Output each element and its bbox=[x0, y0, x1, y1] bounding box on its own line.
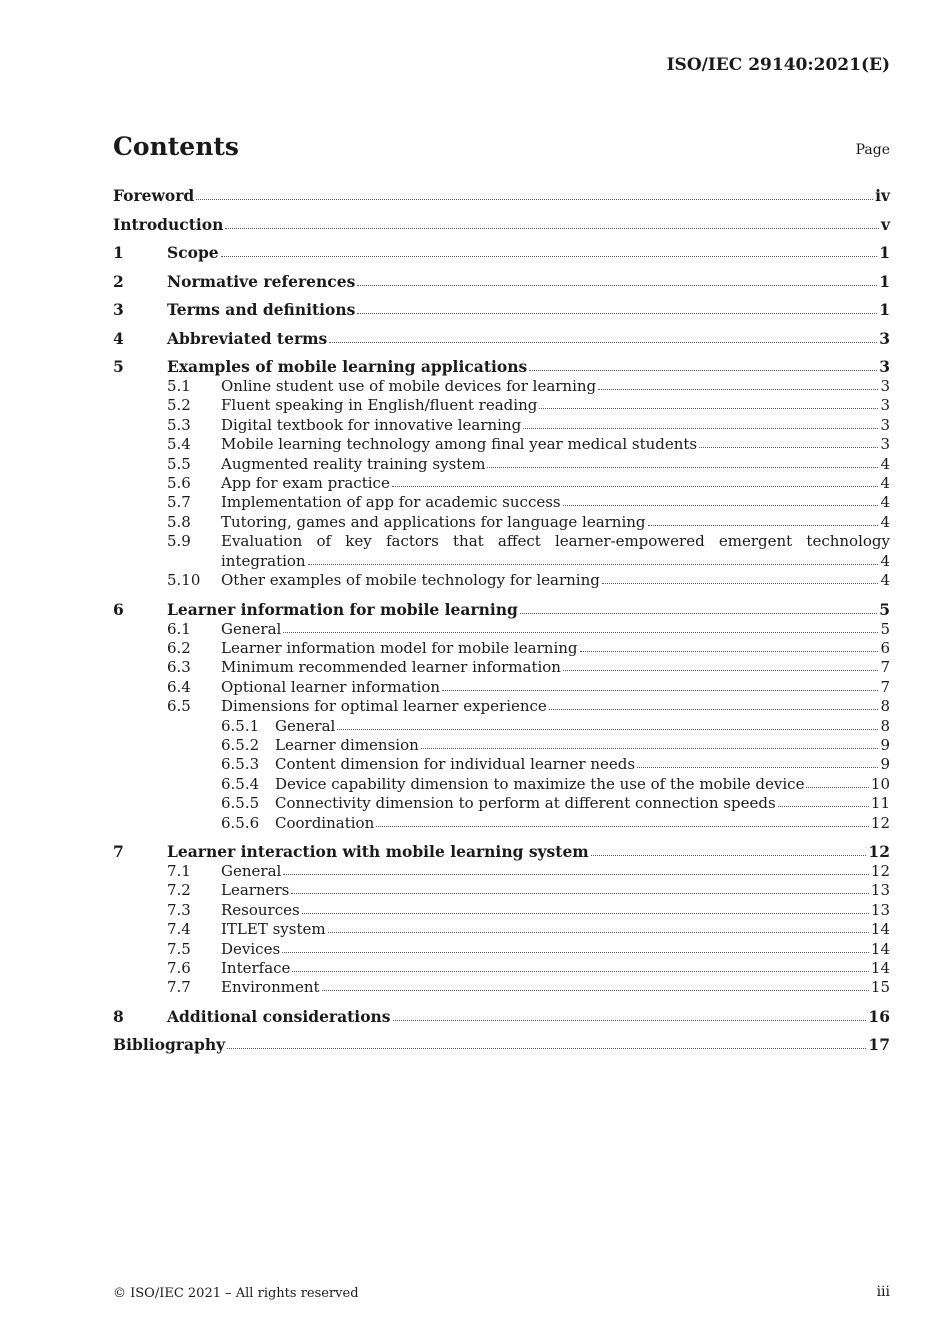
footer-page-number: iii bbox=[876, 1284, 890, 1300]
toc-leader-dots bbox=[357, 284, 877, 286]
toc-entry-page: 3 bbox=[880, 435, 890, 454]
toc-entry[interactable] bbox=[113, 300, 890, 319]
toc-leader-dots bbox=[292, 970, 868, 972]
toc-entry[interactable] bbox=[113, 396, 890, 414]
toc-entry-number: 6.4 bbox=[167, 677, 191, 696]
toc-entry[interactable] bbox=[113, 620, 890, 638]
toc-leader-dots bbox=[322, 989, 869, 991]
toc-entry-title: Normative references bbox=[167, 271, 356, 291]
toc-entry-title: Learner information model for mobile learning bbox=[221, 638, 578, 657]
toc-entry-title: Learner dimension bbox=[275, 735, 419, 754]
toc-entry-page: 4 bbox=[880, 474, 890, 492]
toc-entry-title: Learner information for mobile learning bbox=[167, 599, 518, 619]
toc-entry-page: 14 bbox=[870, 939, 890, 958]
toc-entry-page: 14 bbox=[870, 920, 890, 939]
toc-leader-dots bbox=[302, 912, 869, 914]
toc-entry-title: Scope bbox=[167, 243, 219, 262]
toc-entry[interactable] bbox=[113, 814, 890, 832]
toc-entry-number: 6.5.2 bbox=[221, 735, 260, 754]
toc-entry-number: 6.5.3 bbox=[221, 755, 260, 774]
toc-leader-dots bbox=[591, 854, 867, 856]
toc-leader-dots bbox=[227, 1047, 866, 1049]
toc-leader-dots bbox=[442, 689, 878, 691]
toc-entry[interactable] bbox=[113, 775, 890, 793]
toc-leader-dots bbox=[598, 388, 878, 390]
toc-entry[interactable] bbox=[113, 978, 890, 996]
toc-entry-title: General bbox=[221, 862, 282, 880]
toc-entry-title-continued: integration bbox=[221, 551, 306, 570]
toc-entry-title: Implementation of app for academic success bbox=[221, 493, 561, 512]
toc-entry-number: Foreword bbox=[113, 186, 195, 205]
toc-leader-dots bbox=[778, 805, 869, 807]
toc-entry-page: 12 bbox=[870, 813, 890, 832]
toc-entry-number: 1 bbox=[113, 243, 124, 262]
toc-leader-dots bbox=[602, 582, 879, 584]
toc-entry-page: 14 bbox=[870, 959, 890, 977]
page-column-label: Page bbox=[855, 142, 890, 158]
toc-entry[interactable] bbox=[113, 416, 890, 434]
toc-entry-page: 4 bbox=[880, 512, 890, 531]
toc-entry-page: 1 bbox=[879, 271, 890, 291]
toc-leader-dots bbox=[539, 407, 878, 409]
toc-entry-number: 7.6 bbox=[167, 959, 191, 977]
toc-entry-page: 13 bbox=[870, 881, 890, 900]
toc-leader-dots bbox=[196, 198, 873, 200]
toc-leader-dots bbox=[421, 747, 879, 749]
toc-entry-number: 8 bbox=[113, 1006, 124, 1026]
toc-entry-title: Evaluation of key factors that affect learner-empowered emergent technology bbox=[221, 532, 890, 551]
toc-entry-title: Resources bbox=[221, 900, 300, 919]
toc-entry[interactable] bbox=[113, 901, 890, 919]
toc-entry[interactable] bbox=[113, 215, 890, 234]
toc-entry-number: 5.3 bbox=[167, 415, 191, 434]
toc-leader-dots bbox=[580, 650, 879, 652]
toc-entry[interactable] bbox=[113, 862, 890, 880]
toc-entry[interactable] bbox=[113, 940, 890, 958]
toc-entry-title: Online student use of mobile devices for learning bbox=[221, 377, 597, 395]
toc-entry-number: Bibliography bbox=[113, 1035, 226, 1055]
toc-entry[interactable] bbox=[113, 532, 890, 550]
toc-entry[interactable] bbox=[113, 513, 890, 531]
toc-entry-title: Device capability dimension to maximize the use of the mobile device bbox=[275, 774, 805, 793]
toc-entry[interactable] bbox=[113, 1035, 890, 1054]
toc-entry-number: 5.5 bbox=[167, 454, 191, 473]
toc-leader-dots bbox=[392, 485, 879, 487]
toc-entry-page: 4 bbox=[880, 493, 890, 512]
toc-entry-title: Learners bbox=[221, 881, 290, 900]
toc-entry-page: 8 bbox=[880, 697, 890, 716]
toc-entry[interactable] bbox=[113, 881, 890, 899]
toc-entry-page: 1 bbox=[879, 243, 890, 262]
toc-entry[interactable] bbox=[113, 717, 890, 735]
toc-leader-dots bbox=[549, 708, 879, 710]
toc-entry-number: 6.5 bbox=[167, 697, 191, 716]
toc-leader-dots bbox=[529, 369, 877, 371]
toc-entry-number: Introduction bbox=[113, 214, 224, 234]
toc-entry-title: Interface bbox=[221, 959, 291, 977]
toc-entry-number: 4 bbox=[113, 328, 124, 348]
toc-entry[interactable] bbox=[113, 272, 890, 291]
toc-entry-title: Coordination bbox=[275, 813, 375, 832]
toc-entry-number: 6.5.6 bbox=[221, 813, 260, 832]
toc-entry[interactable] bbox=[113, 186, 890, 205]
toc-entry[interactable] bbox=[113, 755, 890, 773]
page-title: Contents bbox=[113, 132, 240, 161]
toc-entry-number: 6.2 bbox=[167, 638, 191, 657]
toc-entry-page: 16 bbox=[868, 1006, 890, 1026]
toc-entry-number: 5.4 bbox=[167, 435, 191, 454]
toc-entry-title: Fluent speaking in English/fluent reading bbox=[221, 396, 538, 415]
toc-entry-page: 12 bbox=[870, 862, 890, 880]
toc-entry-title: Abbreviated terms bbox=[167, 328, 328, 348]
toc-entry-number: 6.1 bbox=[167, 619, 191, 638]
toc-entry-number: 5.1 bbox=[167, 377, 191, 395]
toc-entry[interactable] bbox=[113, 455, 890, 473]
footer-copyright: © ISO/IEC 2021 – All rights reserved bbox=[113, 1286, 359, 1301]
toc-entry-page: 9 bbox=[880, 735, 890, 754]
toc-entry-page: 9 bbox=[880, 755, 890, 774]
toc-leader-dots bbox=[282, 951, 869, 953]
toc-leader-dots bbox=[393, 1019, 867, 1021]
toc-entry-number: 6 bbox=[113, 599, 124, 619]
toc-entry[interactable] bbox=[113, 329, 890, 348]
toc-entry-title: App for exam practice bbox=[221, 474, 390, 492]
toc-entry-number: 6.5.5 bbox=[221, 794, 260, 813]
toc-leader-dots bbox=[329, 341, 877, 343]
toc-entry-page: 11 bbox=[870, 794, 890, 813]
toc-entry-number: 6.5.4 bbox=[221, 774, 260, 793]
toc-entry[interactable] bbox=[113, 842, 890, 861]
toc-entry-title: Optional learner information bbox=[221, 677, 441, 696]
toc-entry-page: 8 bbox=[880, 716, 890, 735]
toc-entry-page: 6 bbox=[880, 638, 890, 657]
toc-entry-title: Learner interaction with mobile learning system bbox=[167, 842, 589, 861]
toc-entry-title: Terms and definitions bbox=[167, 300, 356, 319]
toc-entry-page: 7 bbox=[880, 677, 890, 696]
toc-entry-title: Environment bbox=[221, 978, 320, 997]
toc-entry-number: 5.8 bbox=[167, 512, 191, 531]
toc-entry-page: v bbox=[880, 214, 890, 234]
toc-leader-dots bbox=[283, 873, 869, 875]
toc-entry[interactable] bbox=[113, 493, 890, 511]
toc-entry-number: 6.3 bbox=[167, 658, 191, 677]
toc-entry[interactable] bbox=[113, 678, 890, 696]
toc-entry-page: 4 bbox=[880, 571, 890, 589]
toc-entry-number: 7 bbox=[113, 842, 124, 861]
toc-entry-title: Examples of mobile learning applications bbox=[167, 357, 528, 376]
toc-entry-page: 3 bbox=[879, 357, 890, 376]
toc-leader-dots bbox=[563, 504, 879, 506]
toc-entry-page: 4 bbox=[880, 454, 890, 473]
toc-entry-page: 12 bbox=[868, 842, 890, 861]
toc-entry-page: 13 bbox=[870, 900, 890, 919]
toc-entry-page: 3 bbox=[880, 396, 890, 415]
toc-entry-title: General bbox=[275, 716, 336, 735]
toc-entry-page: 3 bbox=[879, 328, 890, 348]
toc-leader-dots bbox=[376, 825, 869, 827]
toc-leader-dots bbox=[520, 612, 877, 614]
toc-entry[interactable] bbox=[113, 600, 890, 619]
toc-entry-title: Other examples of mobile technology for learning bbox=[221, 571, 600, 589]
toc-entry-number: 7.3 bbox=[167, 900, 191, 919]
toc-leader-dots bbox=[699, 446, 878, 448]
toc-entry-page: 7 bbox=[880, 658, 890, 677]
toc-entry-page: 10 bbox=[870, 774, 890, 793]
toc-leader-dots bbox=[308, 563, 879, 565]
toc-leader-dots bbox=[283, 631, 878, 633]
toc-entry-number: 7.4 bbox=[167, 920, 191, 939]
toc-leader-dots bbox=[637, 766, 878, 768]
toc-entry-title: Tutoring, games and applications for language learning bbox=[221, 512, 646, 531]
toc-entry-page: 1 bbox=[879, 300, 890, 319]
toc-leader-dots bbox=[225, 227, 879, 229]
toc-entry-page: iv bbox=[875, 186, 890, 205]
toc-entry-page: 3 bbox=[880, 377, 890, 395]
toc-entry-number: 7.2 bbox=[167, 881, 191, 900]
toc-entry-number: 2 bbox=[113, 271, 124, 291]
toc-leader-dots bbox=[221, 255, 878, 257]
toc-entry-number: 7.5 bbox=[167, 939, 191, 958]
toc-entry-page: 5 bbox=[880, 619, 890, 638]
toc-entry-title: Dimensions for optimal learner experience bbox=[221, 697, 547, 716]
toc-entry[interactable] bbox=[113, 920, 890, 938]
toc-entry-title: Connectivity dimension to perform at different connection speeds bbox=[275, 794, 776, 813]
toc-entry[interactable] bbox=[113, 736, 890, 754]
toc-leader-dots bbox=[328, 931, 869, 933]
toc-entry[interactable] bbox=[113, 697, 890, 715]
toc-entry-title: General bbox=[221, 619, 282, 638]
toc-entry-number: 5.10 bbox=[167, 571, 201, 589]
document-id: ISO/IEC 29140:2021(E) bbox=[666, 55, 890, 75]
toc-entry-title: ITLET system bbox=[221, 920, 326, 939]
toc-entry-title: Content dimension for individual learner needs bbox=[275, 755, 636, 774]
toc-leader-dots bbox=[523, 427, 878, 429]
toc-entry-number: 5.7 bbox=[167, 493, 191, 512]
toc-leader-dots bbox=[563, 669, 878, 671]
toc-entry-number: 3 bbox=[113, 300, 124, 319]
toc-entry-page: 5 bbox=[879, 599, 890, 619]
toc-entry[interactable] bbox=[113, 571, 890, 589]
toc-entry-title: Additional considerations bbox=[167, 1006, 391, 1026]
toc-entry-page: 17 bbox=[868, 1035, 890, 1055]
toc-entry-title: Digital textbook for innovative learning bbox=[221, 415, 522, 434]
toc-leader-dots bbox=[337, 728, 878, 730]
toc-leader-dots bbox=[487, 466, 878, 468]
toc-entry[interactable] bbox=[113, 959, 890, 977]
toc-entry-title: Devices bbox=[221, 939, 281, 958]
toc-entry-title: Augmented reality training system bbox=[221, 454, 486, 473]
toc-entry-number: 5.2 bbox=[167, 396, 191, 415]
toc-entry[interactable] bbox=[113, 474, 890, 492]
toc-entry[interactable] bbox=[113, 243, 890, 262]
toc-entry[interactable] bbox=[113, 658, 890, 676]
toc-entry-number: 5.9 bbox=[167, 532, 191, 551]
toc-leader-dots bbox=[357, 312, 877, 314]
toc-entry[interactable] bbox=[113, 435, 890, 453]
toc-entry-number: 6.5.1 bbox=[221, 716, 260, 735]
toc-entry[interactable] bbox=[113, 1007, 890, 1026]
toc-entry-page: 15 bbox=[870, 978, 890, 997]
toc-entry-number: 7.1 bbox=[167, 862, 191, 880]
toc-leader-dots bbox=[806, 786, 868, 788]
toc-entry-number: 7.7 bbox=[167, 978, 191, 997]
toc-entry[interactable] bbox=[113, 357, 890, 376]
toc-entry-title: Minimum recommended learner information bbox=[221, 658, 561, 677]
toc-entry-page: 4 bbox=[880, 551, 890, 570]
toc-leader-dots bbox=[648, 524, 879, 526]
toc-entry-number: 5.6 bbox=[167, 474, 191, 492]
toc-entry-title: Mobile learning technology among final year medical students bbox=[221, 435, 698, 454]
toc-entry-number: 5 bbox=[113, 357, 124, 376]
toc-entry[interactable] bbox=[113, 377, 890, 395]
toc-entry-continuation[interactable] bbox=[221, 552, 890, 570]
toc-entry[interactable] bbox=[113, 794, 890, 812]
toc-entry-page: 3 bbox=[880, 415, 890, 434]
toc-leader-dots bbox=[291, 892, 869, 894]
toc-entry[interactable] bbox=[113, 639, 890, 657]
